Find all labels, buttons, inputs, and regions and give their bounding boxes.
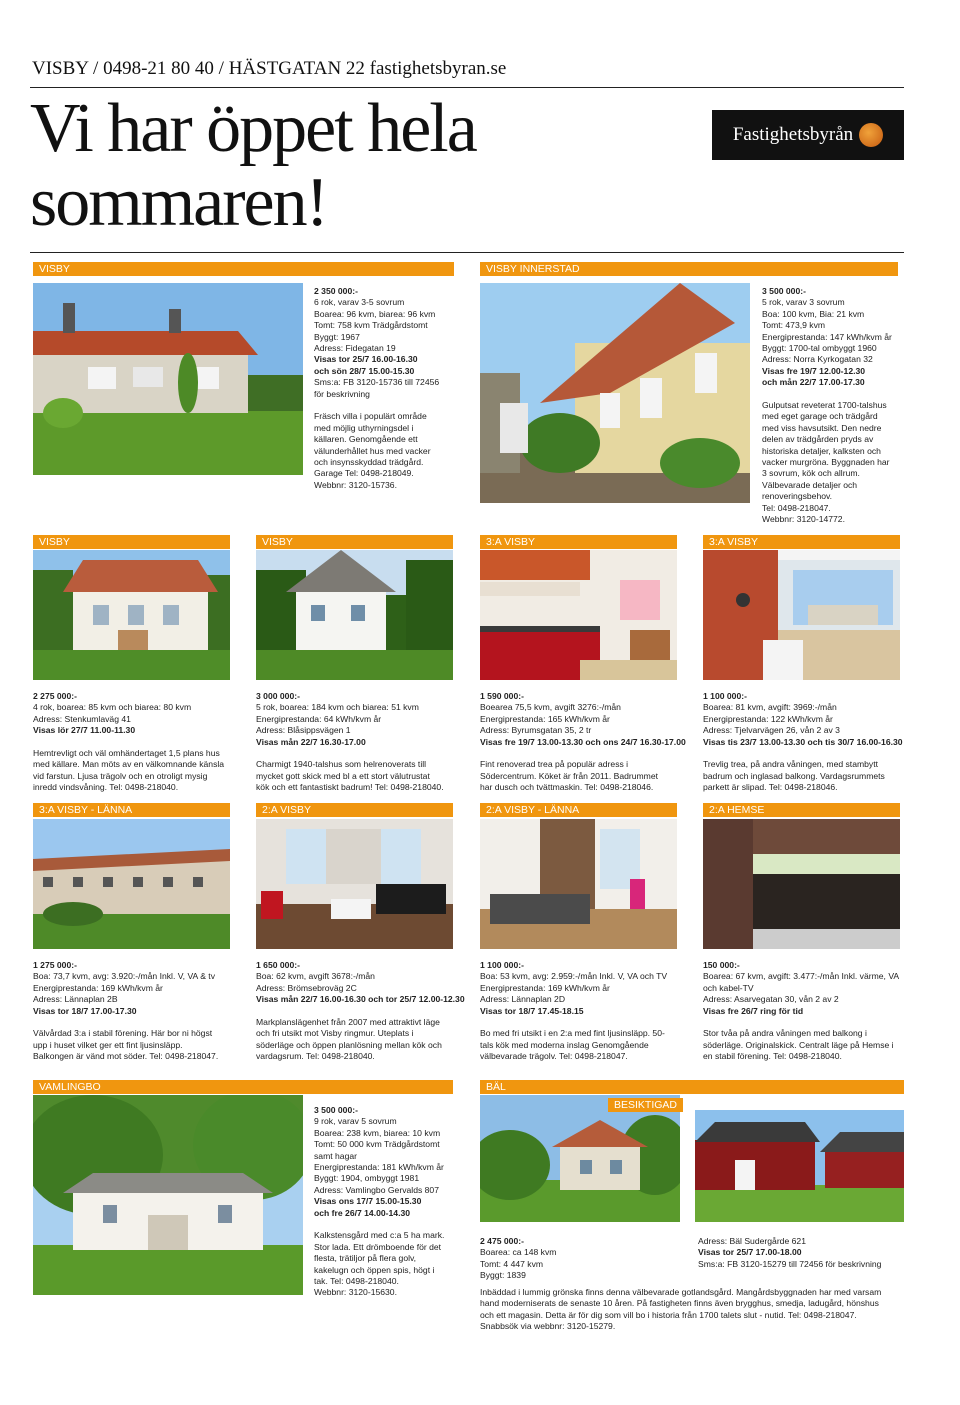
apartment-building-photo[interactable] [33, 819, 230, 949]
tree-icon [859, 123, 883, 147]
listing-text: 1 590 000:- Boearea 75,5 kvm, avgift 3276:-/mån Energiprestanda: 165 kWh/kvm år Adress: Byrumsgatan 35, 2 tr Visas fre 19/7 13.00-13.30 och ons 24/7 16.30-17.00 Fint renoverad trea på populär adress i Södercentrum. Köket är från 2011. Badrummet har dusch och tvättmaskin. Tel: 0498-218046. [480, 691, 686, 793]
listing-text: 3 000 000:- 5 rok, boarea: 184 kvm och biarea: 51 kvm Energiprestanda: 64 kWh/kvm år Adress: Blåsippsvägen 1 Visas mån 22/7 16.30-17.00 Charmigt 1940-talshus som helrenoverats till mycket gott skick med bl a ett stort välutrustat kök och ett fantastiskt badrum! Tel: 0498-218040. [256, 691, 444, 793]
masthead-line: VISBY / 0498-21 80 40 / HÄSTGATAN 22 fastighetsbyran.se [32, 58, 507, 79]
listing-text: 1 275 000:- Boa: 73,7 kvm, avg: 3.920:-/mån Inkl. V, VA & tv Energiprestanda: 169 kWh/kvm år Adress: Lännaplan 2B Visas tor 18/7 17.00-17.30 Välvårdad 3:a i stabil förening. Här bor ni högst upp i huset vilket ger ett fint ljusinsläpp. Balkongen är vänd mot söder. Tel: 0498-218047. [33, 960, 219, 1062]
area-bar: 2:A VISBY - LÄNNA [480, 803, 677, 817]
balcony-photo[interactable] [703, 819, 900, 949]
house-photo[interactable] [33, 283, 303, 475]
listing-text: 3 500 000:- 9 rok, varav 5 sovrum Boarea: 238 kvm, biarea: 10 kvm Tomt: 50 000 kvm Trädgårdstomt samt hagar Energiprestanda: 181 kWh/kvm år Byggt: 1904, ombyggt 1981 Adress: Vamlingbo Gervalds 807 Visas ons 17/7 15.00-15.30 och fre 26/7 14.00-14.30 Kalkstensgård med c:a 5 ha mark. Stor lada. Ett drömboende för det flesta, trätiljor på flera golv, kakelugn och öppen spis, högt i tak. Tel: 0498-218040. Webbnr: 3120-15630. [314, 1105, 445, 1298]
house-photo[interactable] [33, 550, 230, 680]
headline [30, 92, 476, 240]
logo-text: Fastighetsbyrån [732, 124, 854, 145]
listing-text: 1 650 000:- Boa: 62 kvm, avgift 3678:-/mån Adress: Brömsebroväg 2C Visas mån 22/7 16.00-16.30 och tor 25/7 12.00-12.30 Markplanslägenhet från 2007 med attraktivt läge och fri utsikt mot Visby ringmur. Uteplats i söderläge och öppen planlösning mellan kök och vardagsrum. Tel: 0498-218040. [256, 960, 465, 1062]
listing-description: Inbäddad i lummig grönska finns denna välbevarade gotlandsgård. Mangårdsbyggnaden har med varsam hand moderniserats de senaste 10 åren. På fastigheten finns även brygghus, smedja, ladugård, hönshus och ett magasin. Detta är för dig som vill bo i historia från 1700 talets slut - nutid. Tel: 0498-218047. Snabbsök via webbnr: 3120-15279. [480, 1287, 882, 1332]
listing-text: 1 100 000:- Boa: 53 kvm, avg: 2.959:-/mån Inkl. V, VA och TV Energiprestanda: 169 kWh/kvm år Adress: Lännaplan 2D Visas tor 18/7 17.45-18.15 Bo med fri utsikt i en 2:a med fint ljusinsläpp. 50- tals kök med moderna inslag Genomgående välbevarade trägolv. Tel: 0498-218047. [480, 960, 668, 1062]
listing-text: Adress: Bäl Sudergårde 621 Visas tor 25/7 17.00-18.00 Sms:a: FB 3120-15279 till 72456 för beskrivning [698, 1236, 882, 1269]
balcony-photo[interactable] [703, 550, 900, 680]
listing-text: 2 475 000:- Boarea: ca 148 kvm Tomt: 4 447 kvm Byggt: 1839 [480, 1236, 557, 1281]
listing-text: 2 350 000:- 6 rok, varav 3-5 sovrum Boarea: 96 kvm, biarea: 96 kvm Tomt: 758 kvm Trädgårdstomt Byggt: 1967 Adress: Fidegatan 19 Visas tor 25/7 16.00-16.30 och sön 28/7 15.00-15.30 Sms:a: FB 3120-15736 till 72456 för beskrivning Fräsch villa i populärt område med möjlig uthyrningsdel i källaren. Genomgående ett välunderhållet hus med vacker och insynsskyddad trädgård. Garage Tel: 0498-218049. Webbnr: 3120-15736. [314, 286, 440, 490]
listing-text: 150 000:- Boarea: 67 kvm, avgift: 3.477:-/mån Inkl. värme, VA och kabel-TV Adress: Asarvegatan 30, vån 2 av 2 Visas fre 26/7 ring för tid Stor tvåa på andra våningen med balkong i söderläge. Originalskick. Centralt läge på Hemse i en stabil förening. Tel: 0498-218040. [703, 960, 900, 1062]
area-bar: VISBY [256, 535, 453, 549]
area-bar: 3:A VISBY [480, 535, 677, 549]
house-photo[interactable] [33, 1095, 303, 1295]
area-bar: BÄL [480, 1080, 904, 1094]
fastighetsbyran-logo[interactable] [712, 110, 904, 160]
living-room-photo[interactable] [480, 819, 677, 949]
house-photo[interactable] [480, 1095, 680, 1222]
area-bar: VISBY [33, 535, 230, 549]
area-bar: 3:A VISBY [703, 535, 900, 549]
listing-text: 2 275 000:- 4 rok, boarea: 85 kvm och biarea: 80 kvm Adress: Stenkumlaväg 41 Visas lör 27/7 11.00-11.30 Hemtrevligt och väl omhändertaget 1,5 plans hus med källare. Man möts av en välkomnande känsla vid farstun. Ljusa trägolv och en otroligt mysig inredd vindsvåning. Tel: 0498-218040. [33, 691, 225, 793]
headline-line-1: Vi har öppet hela [30, 90, 476, 167]
kitchen-photo[interactable] [480, 550, 677, 680]
inspected-badge: BESIKTIGAD [608, 1098, 683, 1112]
headline-line-2: sommaren! [30, 164, 327, 241]
area-bar: VAMLINGBO [33, 1080, 453, 1094]
divider [30, 252, 904, 253]
barn-photo[interactable] [695, 1110, 904, 1222]
area-bar: 3:A VISBY - LÄNNA [33, 803, 230, 817]
living-room-photo[interactable] [256, 819, 453, 949]
house-photo[interactable] [256, 550, 453, 680]
area-bar: VISBY [33, 262, 454, 276]
area-bar: 2:A HEMSE [703, 803, 900, 817]
house-photo[interactable] [480, 283, 750, 503]
divider [30, 87, 904, 88]
listing-text: 1 100 000:- Boarea: 81 kvm, avgift: 3969:-/mån Energiprestanda: 122 kWh/kvm år Adress: Tjelvarvägen 26, vån 2 av 3 Visas tis 23/7 13.00-13.30 och tis 30/7 16.00-16.30 Trevlig trea, på andra våningen, med stambytt badrum och inglasad balkong. Vardagsrummets parkett är slipad. Tel: 0498-218046. [703, 691, 903, 793]
area-bar: VISBY INNERSTAD [480, 262, 898, 276]
listing-text: 3 500 000:- 5 rok, varav 3 sovrum Boa: 100 kvm, Bia: 21 kvm Tomt: 473,9 kvm Energiprestanda: 147 kWh/kvm år Byggt: 1700-tal ombyggt 1960 Adress: Norra Kyrkogatan 32 Visas fre 19/7 12.00-12.30 och mån 22/7 17.00-17.30 Gulputsat reveterat 1700-talshus med eget garage och trädgård med viss havsutsikt. Den nedre delen av trädgården pryds av historiska detaljer, kalksten och vacker murgröna. Byggnaden har 3 sovrum, kök och allrum. Välbevarade detaljer och renoveringsbehov. Tel: 0498-218047. Webbnr: 3120-14772. [762, 286, 892, 525]
area-bar: 2:A VISBY [256, 803, 453, 817]
